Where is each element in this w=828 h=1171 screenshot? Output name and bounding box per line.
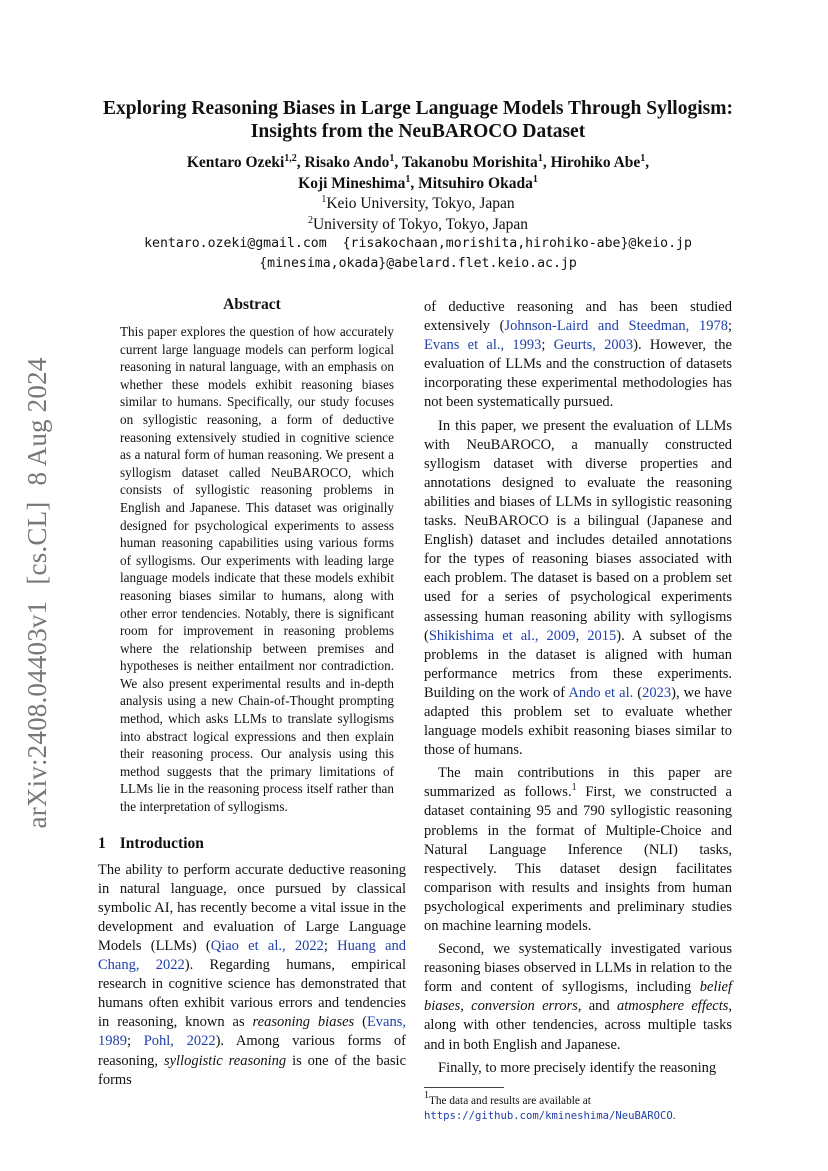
citation-link[interactable]: Geurts, 2003 xyxy=(553,337,634,354)
citation-link[interactable]: Shikishima et al., 2009 xyxy=(428,627,576,644)
intro-paragraph-1: The ability to perform accurate deductive reasoning in natural language, once pursued by classical symbolic AI, has recently become a vital issue in the development and evaluation of Large Language Models (LLMs) (Qiao et al., 2022; Huang and Chang, 2022). Regarding humans, empirical research in cognitive science has demonstrated that humans often exhibit various errors and tendencies in reasoning, known as reasoning biases (Evans, 1989; Pohl, 2022). Among various forms of reasoning, syllogistic reasoning is one of the basic forms xyxy=(98,861,407,1088)
left-column xyxy=(98,296,406,1090)
affiliation-mark: 1 xyxy=(537,153,543,164)
section-number: 1 xyxy=(98,834,106,852)
author-list xyxy=(90,152,746,194)
abstract-heading: Abstract xyxy=(223,296,281,313)
author-name: Hirohiko Abe xyxy=(550,154,641,171)
citation-link[interactable]: Huang and Chang, 2022 xyxy=(98,938,406,974)
affiliation-mark: 1 xyxy=(389,153,395,164)
footnote-text: The data and results are available at xyxy=(429,1094,591,1107)
citation-link[interactable]: Qiao et al., 2022 xyxy=(210,938,324,954)
citation-link[interactable]: 2015 xyxy=(587,627,617,644)
title-line-1: Exploring Reasoning Biases in Large Language Models Through Syllogism: xyxy=(103,98,733,119)
arxiv-category: [cs.CL] xyxy=(22,501,52,585)
citation-link[interactable]: Pohl, 2022 xyxy=(143,1033,216,1050)
intro-paragraph-continued: of deductive reasoning and has been studied extensively (Johnson-Laird and Steedman, 1978; Evans et al., 1993; Geurts, 2003). However, the evaluation of LLMs and the construction of datasets incorporating these experimental methodologies has not been systematically pursued. xyxy=(424,299,732,411)
citation-link[interactable]: Ando et al. xyxy=(568,684,634,701)
affiliation-mark: 1 xyxy=(640,153,646,164)
footnote: $^1$The data and results are available at https://github.com/kmineshima/NeuBAROCO. xyxy=(424,1089,676,1122)
affiliation-mark: 1 xyxy=(532,174,538,185)
emphasis-term: belief biases xyxy=(424,979,732,1015)
emphasis-term: syllogistic reasoning xyxy=(163,1052,287,1069)
footnote-mark: 1 xyxy=(424,1089,429,1101)
footnote-ref[interactable]: 1 xyxy=(571,782,577,794)
intro-paragraph-2: In this paper, we present the evaluation of LLMs with NeuBAROCO, a manually constructed syllogism dataset with diverse properties and annotations designed to evaluate the reasoning abilities and biases of LLMs in syllogistic reasoning tasks. NeuBAROCO is a bilingual (Japanese and English) dataset and includes detailed annotations for the types of reasoning biases associated with each problem. The dataset is based on a problem set used for a series of psychological experiments assessing human reasoning ability with syllogisms (Shikishima et al., 2009, 2015). A subset of the problems in the dataset is aligned with human performance metrics from these experiments. Building on the work of Ando et al. (2023), we have adapted this problem set to evaluate whether language models exhibit reasoning biases similar to those of humans. xyxy=(424,417,733,759)
authors-line-2: Koji Mineshima$^1$, Mitsuhiro Okada$^1$ xyxy=(298,174,538,192)
intro-paragraph-5: Finally, to more precisely identify the reasoning xyxy=(438,1059,717,1076)
affiliation-mark: 1 xyxy=(405,174,411,185)
right-column xyxy=(424,298,732,1124)
section-title: Introduction xyxy=(119,834,204,852)
emphasis-term: atmosphere effects xyxy=(616,998,729,1015)
arxiv-id: arXiv:2408.04403v1 xyxy=(22,600,52,829)
intro-paragraph-4: Second, we systematically investigated various reasoning biases observed in LLMs in relation to the form and content of syllogisms, including belief biases, conversion errors, and atmosphere effects, along with other tendencies, across multiple tasks and in both English and Japanese. xyxy=(424,941,733,1053)
citation-link[interactable]: Johnson-Laird and Steedman, 1978 xyxy=(504,318,728,335)
title-line-2: Insights from the NeuBAROCO Dataset xyxy=(250,121,586,142)
author-name: Takanobu Morishita xyxy=(401,154,538,171)
abstract-text: This paper explores the question of how accurately current large language models can perform logical reasoning in natural language, with an emphasis on whether these models exhibit reasoning biases similar to humans. Specifically, our study focuses on syllogistic reasoning, a form of deductive reasoning extensively studied in cognitive science as a natural form of human reasoning. We present a syllogism dataset called NeuBAROCO, which consists of syllogistic reasoning problems in English and Japanese. This dataset was originally designed for psychological experiments to assess human reasoning capabilities using various forms of syllogisms. Our experiments with leading large language models indicate that these models exhibit reasoning biases similar to humans, along with other error tendencies. Notably, there is significant room for improvement in reasoning problems where the relationship between premises and hypotheses is neither entailment nor contradiction. We also present experimental results and in-depth analysis using a new Chain-of-Thought prompting method, which asks LLMs to translate syllogisms into abstract logical expressions and then explain their reasoning process. Our analysis using this method suggests that the primary limitations of LLMs lie in the reasoning process itself rather than the interpretation of syllogisms. xyxy=(120,324,394,815)
arxiv-date: 8 Aug 2024 xyxy=(22,357,52,486)
author-name: Mitsuhiro Okada xyxy=(418,175,533,192)
citation-link[interactable]: 2023 xyxy=(642,684,672,701)
footnote-divider xyxy=(424,1087,504,1088)
citation-link[interactable]: Evans et al., 1993 xyxy=(424,337,542,354)
section-heading-introduction xyxy=(98,835,406,853)
paper-title xyxy=(90,97,746,143)
arxiv-stamp xyxy=(22,342,53,829)
citation-link[interactable]: Evans, 1989 xyxy=(98,1014,406,1050)
affiliation-1: $^1$Keio University, Tokyo, Japan xyxy=(321,194,515,212)
intro-paragraph-3: The main contributions in this paper are summarized as follows.$^1$ First, we constructed a dataset containing 95 and 790 syllogistic reasoning problems in the format of Multiple-Choice and Natural Language Inference (NLI) tasks, respectively. This dataset design facilitates comparison with results and insights from human psychological experiments and preliminary studies on machine learning models. xyxy=(424,765,732,934)
emphasis-term: reasoning biases xyxy=(252,1014,355,1031)
email-line-1: kentaro.ozeki@gmail.com {risakochaan,morishita,hirohiko-abe}@keio.jp xyxy=(144,236,692,251)
emphasis-term: conversion errors xyxy=(471,998,578,1015)
authors-line-1: Kentaro Ozeki$^{1,2}$, Risako Ando$^1$, Takanobu Morishita$^1$, Hirohiko Abe$^1$, xyxy=(186,153,650,171)
author-emails xyxy=(70,234,766,274)
email-line-2: {minesima,okada}@abelard.flet.keio.ac.jp xyxy=(259,256,577,271)
affiliation-2: $^2$University of Tokyo, Tokyo, Japan xyxy=(307,215,529,233)
affiliations xyxy=(90,193,746,235)
author-name: Risako Ando xyxy=(304,154,390,171)
affiliation-mark: 1,2 xyxy=(284,153,297,164)
footnote-url-link[interactable]: https://github.com/kmineshima/NeuBAROCO xyxy=(424,1109,673,1122)
author-name: Kentaro Ozeki xyxy=(186,154,285,171)
author-name: Koji Mineshima xyxy=(298,175,406,192)
